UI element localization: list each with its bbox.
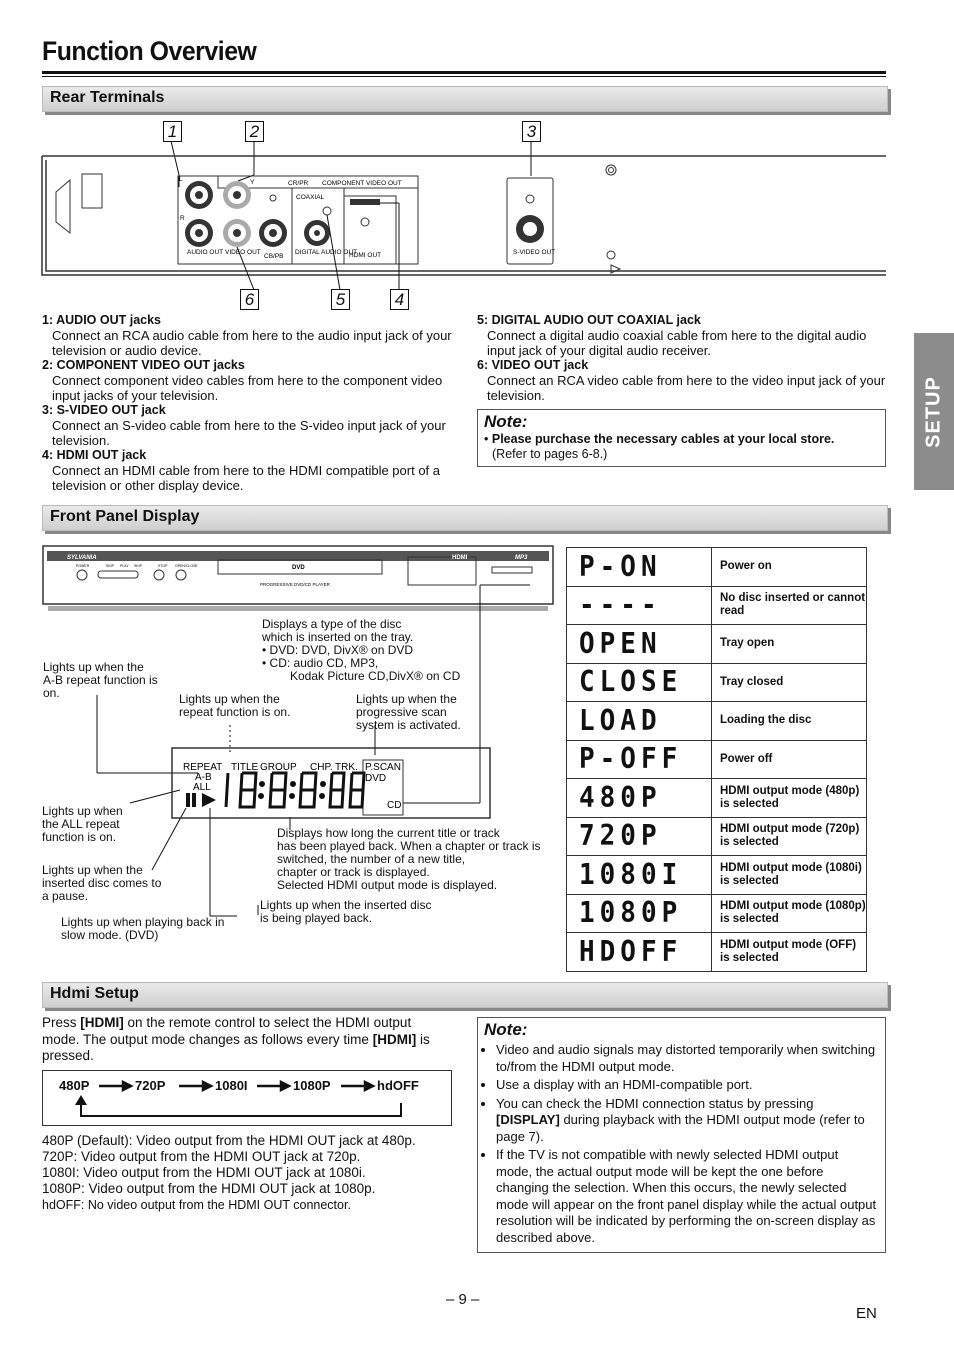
item-1-text: Connect an RCA audio cable from here to the audio input jack of your television or audio device. — [52, 328, 452, 358]
table-row — [567, 663, 867, 702]
btn-power-label: POWER — [76, 564, 90, 568]
label-no-disc: No disc inserted or cannot read — [712, 586, 867, 625]
btn-play-label: PLAY — [120, 564, 129, 568]
cbpb-label: CB/PB — [264, 253, 284, 260]
dvd-logo: DVD — [292, 565, 305, 571]
label-power-on: Power on — [712, 548, 867, 587]
setup-side-tab — [914, 333, 954, 490]
hdmi-intro-key2: [HDMI] — [372, 1031, 417, 1047]
rear-note-bold: Please purchase the necessary cables at your local store. — [491, 432, 835, 446]
audio-out-label: AUDIO OUT — [187, 249, 224, 256]
btn-skip-label: SKIP — [106, 564, 114, 568]
component-label: COMPONENT VIDEO OUT — [322, 180, 402, 187]
table-row — [567, 933, 867, 972]
disc-type-line4: • CD: audio CD, MP3, — [262, 656, 379, 670]
item-5-text: Connect a digital audio coaxial cable from here to the digital audio input jack of your digital audio receiver. — [487, 328, 867, 358]
pscan-annotation: Lights up when the progressive scan system is activated. — [356, 692, 461, 732]
label-loading: Loading the disc — [712, 702, 867, 741]
rear-note-rest: (Refer to pages 6-8.) — [492, 447, 608, 461]
crpr-label: CR/PR — [288, 180, 309, 187]
hdmi-intro-key: [HDMI] — [80, 1015, 124, 1030]
code-loading: LOAD — [579, 704, 662, 738]
item-2-text: Connect component video cables from here to the component video input jacks of your television. — [52, 373, 443, 403]
hdmi-intro-3: is pressed. — [42, 1031, 430, 1063]
note-b3-key: [DISPLAY] — [496, 1112, 560, 1127]
lcd-ab: A-B — [195, 772, 212, 783]
time-line1: Displays how long the current title or track — [277, 826, 500, 840]
callout-2: 2 — [245, 121, 264, 142]
pause-annotation: Lights up when the inserted disc comes to a pause. — [42, 863, 162, 903]
hdmi-intro-1: Press — [42, 1015, 77, 1030]
brand-logo: SYLVANIA — [67, 555, 97, 561]
item-3-text: Connect an S-video cable from here to the S-video input jack of your television. — [52, 418, 446, 448]
code-cell — [567, 856, 712, 895]
setup-tab-label: SETUP — [922, 375, 945, 448]
code-tray-open: OPEN — [579, 627, 662, 661]
rear-note-title: Note: — [484, 412, 528, 431]
code-cell — [567, 586, 712, 625]
hdmi-note-item: • Use a display with an HDMI-compatible port. — [496, 1077, 877, 1094]
slow-annotation: Lights up when playing back in slow mode. (DVD) — [61, 915, 225, 942]
code-power-on: P-ON — [579, 550, 662, 584]
code-1080p: 1080P — [579, 896, 683, 930]
item-4-text: Connect an HDMI cable from here to the HDMI compatible port of a television or other display device. — [52, 463, 441, 493]
page-number: – 9 – — [446, 1291, 480, 1308]
disc-type-line1: Displays a type of the disc — [262, 617, 402, 631]
language-label: EN — [856, 1305, 877, 1322]
code-cell — [567, 702, 712, 741]
code-720p: 720P — [579, 819, 662, 853]
rear-note — [477, 409, 886, 467]
lcd-trk: TRK. — [335, 762, 358, 773]
label-720p: HDMI output mode (720p) is selected — [712, 817, 867, 856]
item-3-head: 3: S-VIDEO OUT jack — [42, 403, 166, 417]
callout-6: 6 — [240, 289, 259, 310]
lcd-cd: CD — [387, 800, 402, 811]
l-label: L — [179, 176, 183, 183]
label-tray-closed: Tray closed — [712, 663, 867, 702]
hdmi-modes — [42, 1133, 462, 1213]
mode-hdoff: hdOFF: No video output from the HDMI OUT connector. — [42, 1198, 351, 1212]
r-label: R — [180, 215, 185, 222]
code-cell — [567, 740, 712, 779]
table-row — [567, 740, 867, 779]
table-row — [567, 586, 867, 625]
hdmi-flow-box — [42, 1070, 452, 1126]
table-row — [567, 894, 867, 933]
rear-terminals-title: Rear Terminals — [50, 89, 165, 106]
disc-type-line2: which is inserted on the tray. — [262, 630, 414, 644]
code-cell — [567, 779, 712, 818]
time-line2: has been played back. When a chapter or track is — [277, 839, 541, 853]
table-row — [567, 779, 867, 818]
code-cell — [567, 625, 712, 664]
hdmi-note-item: • Video and audio signals may distorted temporarily when switching to/from the HDMI output mode. — [496, 1042, 877, 1075]
callout-5: 5 — [331, 289, 350, 310]
svideo-label: S-VIDEO OUT — [513, 249, 556, 256]
rear-panel-diagram — [40, 118, 890, 314]
time-line5: Selected HDMI output mode is displayed. — [277, 878, 498, 892]
note-b3-b: during playback with the HDMI output mode (refer to page 7). — [496, 1112, 865, 1144]
callout-4: 4 — [390, 289, 409, 310]
time-line4: chapter or track is displayed. — [277, 865, 430, 879]
mode-480p: 480P (Default): Video output from the HDMI OUT jack at 480p. — [42, 1133, 416, 1148]
title-rule — [42, 71, 886, 74]
hdmi-intro — [42, 1015, 452, 1065]
table-row — [567, 817, 867, 856]
hdmi-out-label: HDMI OUT — [349, 252, 382, 259]
code-1080i: 1080I — [579, 858, 683, 892]
lcd-diagram — [40, 560, 560, 940]
hdmi-note-item — [496, 1096, 877, 1146]
mode-1080p: 1080P: Video output from the HDMI OUT jack at 1080p. — [42, 1181, 376, 1196]
mp3-logo: MP3 — [515, 555, 528, 561]
rear-items-right — [477, 313, 887, 403]
repeat-annotation: Lights up when the repeat function is on. — [179, 692, 291, 719]
code-hdoff: HDOFF — [579, 935, 683, 969]
table-row — [567, 702, 867, 741]
front-panel-title: Front Panel Display — [50, 508, 200, 525]
code-power-off: P-OFF — [579, 742, 683, 776]
item-2-head: 2: COMPONENT VIDEO OUT jacks — [42, 358, 245, 372]
lcd-repeat: REPEAT — [183, 762, 223, 773]
rear-note-body: • Please purchase the necessary cables at your local store. (Refer to pages 6-8.) — [484, 432, 835, 461]
hdmi-note-list — [484, 1042, 877, 1246]
lcd-chp: CHP. — [310, 762, 333, 773]
flow-1080i: 1080I — [215, 1078, 248, 1093]
label-power-off: Power off — [712, 740, 867, 779]
hdmi-setup-title: Hdmi Setup — [50, 985, 139, 1002]
label-1080i: HDMI output mode (1080i) is selected — [712, 856, 867, 895]
title-rule-thin — [42, 76, 886, 77]
code-no-disc: ---- — [579, 588, 662, 622]
flow-hdoff: hdOFF — [377, 1078, 419, 1093]
code-cell — [567, 548, 712, 587]
hdmi-note-item: • If the TV is not compatible with newly selected HDMI output mode, the actual output mode will be kept the one before changing the selection. When this occurs, the newly selected mode will appear on the front panel display while the actual output resolution will be indicated by performing the on-screen display as described above. — [496, 1147, 877, 1246]
front-panel-header — [42, 505, 888, 531]
lcd-all: ALL — [193, 782, 211, 793]
rear-terminals-header — [42, 86, 888, 112]
label-tray-open: Tray open — [712, 625, 867, 664]
video-out-label: VIDEO OUT — [225, 249, 261, 256]
code-cell — [567, 817, 712, 856]
display-code-table — [566, 547, 867, 972]
model-text: PROGRESSIVE DVD/CD PLAYER — [260, 582, 330, 587]
page-title: Function Overview — [42, 36, 257, 66]
callout-1: 1 — [163, 121, 182, 142]
table-row — [567, 625, 867, 664]
ab-repeat-annotation: Lights up when the A-B repeat function is on. — [43, 660, 158, 700]
item-6-text: Connect an RCA video cable from here to the video input jack of your television. — [487, 373, 886, 403]
lcd-group: GROUP — [260, 762, 297, 773]
mode-720p: 720P: Video output from the HDMI OUT jack at 720p. — [42, 1149, 361, 1164]
label-1080p: HDMI output mode (1080p) is selected — [712, 894, 867, 933]
code-tray-closed: CLOSE — [579, 665, 683, 699]
callout-3: 3 — [522, 121, 541, 142]
item-5-head: 5: DIGITAL AUDIO OUT COAXIAL jack — [477, 313, 701, 327]
code-cell — [567, 933, 712, 972]
y-label: Y — [250, 179, 255, 186]
table-row — [567, 856, 867, 895]
btn-open-label: OPEN/CLOSE — [175, 564, 198, 568]
flow-480p: 480P — [59, 1078, 90, 1093]
label-hdoff: HDMI output mode (OFF) is selected — [712, 933, 867, 972]
rear-items-left — [42, 313, 452, 493]
label-480p: HDMI output mode (480p) is selected — [712, 779, 867, 818]
code-480p: 480P — [579, 781, 662, 815]
table-row — [567, 548, 867, 587]
item-6-head: 6: VIDEO OUT jack — [477, 358, 589, 372]
lcd-dvd: DVD — [365, 773, 387, 784]
btn-stop-label: STOP — [158, 564, 168, 568]
flow-720p: 720P — [135, 1078, 166, 1093]
hdmi-logo: HDMI — [452, 555, 468, 561]
mode-1080i: 1080I: Video output from the HDMI OUT jack at 1080i. — [42, 1165, 366, 1180]
btn-skip2-label: SKIP — [134, 564, 142, 568]
lcd-pscan: P.SCAN — [365, 762, 401, 773]
hdmi-setup-header — [42, 982, 888, 1008]
coaxial-label: COAXIAL — [296, 194, 325, 201]
code-cell — [567, 894, 712, 933]
hdmi-note — [477, 1017, 886, 1253]
time-line3: switched, the number of a new title, — [277, 852, 466, 866]
hdmi-note-title: Note: — [484, 1020, 528, 1039]
hdmi-intro-2: on the remote control to select the HDMI output mode. The output mode changes as follows every time — [42, 1015, 412, 1047]
item-4-head: 4: HDMI OUT jack — [42, 448, 147, 462]
lcd-title: TITLE — [231, 762, 259, 773]
code-cell — [567, 663, 712, 702]
play-annotation: Lights up when the inserted disc is being played back. — [260, 898, 432, 925]
item-1-head: 1: AUDIO OUT jacks — [42, 313, 162, 327]
disc-type-line3: • DVD: DVD, DivX® on DVD — [262, 643, 414, 657]
digital-audio-label: DIGITAL AUDIO OUT — [295, 249, 358, 256]
disc-type-line5: Kodak Picture CD,DivX® on CD — [290, 669, 461, 683]
flow-1080p: 1080P — [293, 1078, 331, 1093]
all-repeat-annotation: Lights up when the ALL repeat function is on. — [42, 804, 123, 844]
note-b3-a: You can check the HDMI connection status by pressing — [496, 1095, 814, 1111]
